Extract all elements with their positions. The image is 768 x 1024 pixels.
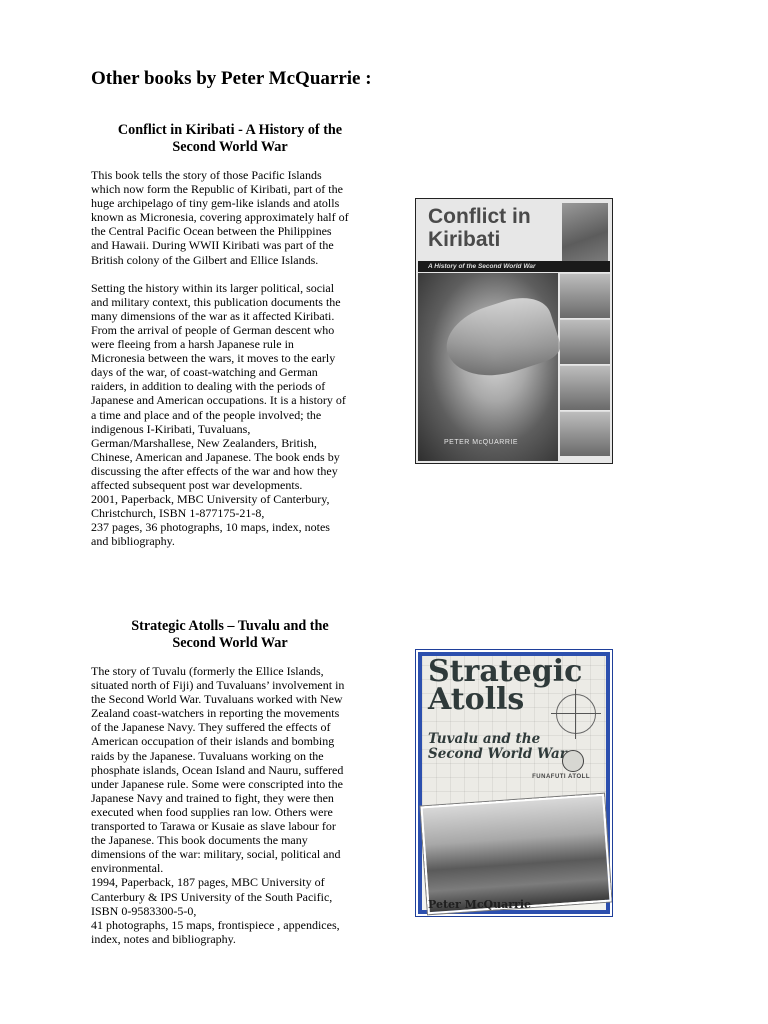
cover-map-label: FUNAFUTI ATOLL [532, 774, 590, 780]
cover-title-line: Conflict in [428, 205, 531, 228]
cover-subtitle-line: Tuvalu and the [428, 731, 541, 747]
cover-photo-strip [560, 411, 610, 456]
book-title-strategic-atolls [91, 618, 369, 652]
description-line: raiders, in addition to dealing with the periods of [91, 379, 326, 394]
book-title-line: Second World War [172, 635, 288, 651]
cover-photo-boat [420, 794, 611, 915]
description-line: Christchurch, ISBN 1-877175-21-8, [91, 506, 265, 521]
cover-subtitle [428, 732, 567, 762]
cover-photo-strip [560, 319, 610, 364]
description-line: under Japanese rule. Some were conscripted into the [91, 776, 343, 791]
description-line: which now form the Republic of Kiribati, part of the [91, 182, 343, 197]
description-line: and Hawaii. During WWII Kiribati was part of the [91, 238, 334, 253]
description-line: Setting the history within its larger political, social [91, 280, 335, 295]
cover-subtitle-line: Second World War [428, 746, 567, 762]
description-paragraph [91, 168, 375, 267]
description-line: American occupation of their islands and bombing [91, 734, 335, 749]
cover-title [428, 654, 583, 717]
description-line: discussing the after effects of the war and how they [91, 463, 338, 478]
description-line: 237 pages, 36 photographs, 10 maps, index, notes [91, 520, 330, 535]
cover-author: Peter McQuarrie [428, 898, 532, 911]
description-line: days of the war, of coast-watching and German [91, 365, 318, 380]
description-line: huge archipelago of tiny gem-like islands and atolls [91, 196, 340, 211]
cover-title-line: Atolls [428, 682, 525, 717]
description-paragraph [91, 664, 375, 946]
description-line: 1994, Paperback, 187 pages, MBC University of [91, 875, 325, 890]
cover-title [428, 205, 598, 251]
description-line: 2001, Paperback, MBC University of Canterbury, [91, 492, 330, 507]
description-line: The story of Tuvalu (formerly the Ellice Islands, [91, 664, 324, 678]
description-line: Japanese Navy and trained to fight, they were then [91, 790, 334, 805]
description-line: the Central Pacific Ocean between the Philippines [91, 224, 332, 239]
description-line: index, notes and bibliography. [91, 931, 236, 946]
book-title-line: Second World War [172, 139, 288, 155]
book-description-strategic-atolls [91, 664, 375, 946]
description-line: German/Marshallese, New Zealanders, British, [91, 435, 317, 450]
book-description-conflict-in-kiribati [91, 168, 375, 548]
description-line: From the arrival of people of German descent who [91, 322, 335, 337]
description-line: Canterbury & IPS University of the South Pacific, [91, 889, 333, 904]
page-heading: Other books by Peter McQuarrie : [91, 68, 372, 89]
description-line: 41 photographs, 15 maps, frontispiece , appendices, [91, 917, 340, 932]
description-line: and military context, this publication documents the [91, 294, 341, 309]
description-line: indigenous I-Kiribati, Tuvaluans, [91, 421, 251, 436]
book-title-conflict-in-kiribati [91, 122, 369, 156]
description-line: phosphate islands, Ocean Island and Nauru, suffered [91, 762, 344, 777]
description-line: Japanese and American occupations. It is a history of [91, 393, 346, 408]
book-cover-conflict-in-kiribati [415, 198, 613, 464]
book-title-line: Conflict in Kiribati - A History of the [117, 122, 343, 138]
description-line: environmental. [91, 861, 164, 876]
description-line: affected subsequent post war developments. [91, 477, 303, 492]
description-line: the Japanese. This book documents the many [91, 833, 308, 848]
description-line: Zealand coast-watchers in reporting the movements [91, 706, 340, 721]
description-line: known as Micronesia, covering approximately half of [91, 210, 349, 225]
description-line: and bibliography. [91, 534, 175, 549]
book-cover-strategic-atolls [415, 649, 613, 917]
description-line: transported to Tarawa or Kusaie as slave labour for [91, 819, 336, 834]
description-line: were fleeing from a harsh Japanese rule in [91, 337, 294, 352]
description-line: ISBN 0-9583300-5-0, [91, 903, 197, 918]
cover-photo-strip [560, 273, 610, 318]
description-line: raids by the Japanese. Tuvaluans working on the [91, 748, 324, 763]
description-line: situated north of Fiji) and Tuvaluans’ involvement in [91, 678, 345, 693]
cover-title-line: Strategic [428, 654, 583, 689]
cover-photo-strip [560, 365, 610, 410]
description-line: a time and place and of the people involved; the [91, 407, 322, 422]
description-line: many dimensions of the war as it affected Kiribati. [91, 308, 335, 323]
cover-author: PETER McQUARRIE [444, 439, 519, 446]
description-paragraph [91, 281, 375, 549]
cover-title-line: Kiribati [428, 228, 501, 251]
description-line: dimensions of the war: military, social, political and [91, 847, 341, 862]
description-line: executed when food supplies ran low. Others were [91, 804, 333, 819]
book-title-line: Strategic Atolls – Tuvalu and the [131, 618, 329, 634]
description-line: of the Japanese Navy. They suffered the effects of [91, 720, 331, 735]
cover-subtitle-band: A History of the Second World War [418, 261, 610, 272]
description-line: the Second World War. Tuvaluans worked with New [91, 692, 343, 707]
description-line: Micronesia between the wars, it moves to the early [91, 351, 336, 366]
description-line: Chinese, American and Japanese. The book ends by [91, 449, 340, 464]
description-line: This book tells the story of those Pacific Islands [91, 168, 322, 182]
description-line: British colony of the Gilbert and Ellice Islands. [91, 252, 319, 267]
